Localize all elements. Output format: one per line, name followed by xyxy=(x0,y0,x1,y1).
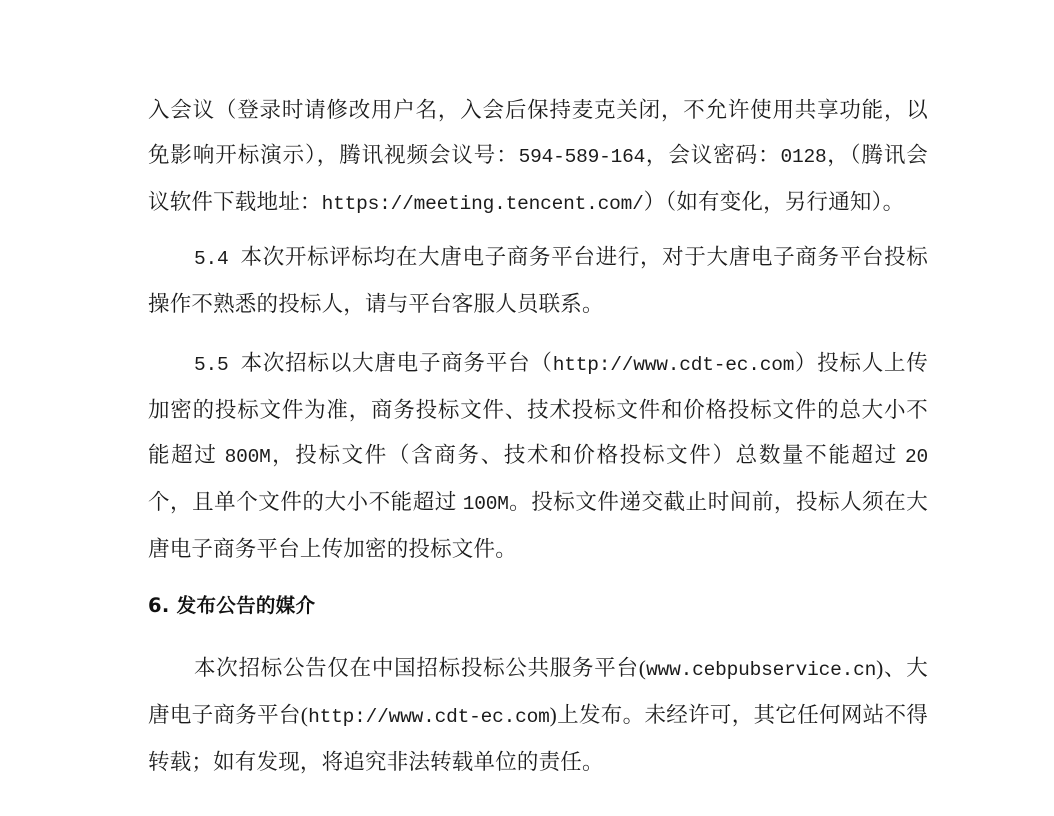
inline-text: ）投标人上传加密的投标文件为准，商务投标文件、技术投标文件和价格投标文件的总大小不能超过 xyxy=(148,351,928,467)
inline-text: ，（腾讯会议软件下载地址： xyxy=(148,143,928,214)
inline-code-text: http://www.cdt-ec.com xyxy=(552,354,795,376)
paragraph-meeting-info xyxy=(148,88,928,227)
inline-text: )上发布。未经许可，其它任何网站不得转载；如有发现，将追究非法转载单位的责任。 xyxy=(148,703,929,774)
inline-text: 本次招标以大唐电子商务平台（ xyxy=(240,351,553,375)
paragraph-5-4 xyxy=(148,235,928,327)
paragraph-media-publication xyxy=(148,646,928,785)
section-heading-6: 6. 发布公告的媒介 xyxy=(148,594,316,617)
inline-text: ）（如有变化，另行通知）。 xyxy=(643,190,905,214)
inline-code-text: 594-589-164 xyxy=(518,146,646,168)
inline-code-text: www.cebpubservice.cn xyxy=(646,659,877,681)
inline-code-text: 100M xyxy=(462,493,509,515)
inline-text: 。投标文件递交截止时间前，投标人须在大唐电子商务平台上传加密的投标文件。 xyxy=(148,490,928,561)
inline-code-text: 5.5 xyxy=(194,354,241,376)
inline-code-text: 0128 xyxy=(780,146,827,168)
spacer xyxy=(148,572,928,586)
spacer xyxy=(148,626,928,646)
inline-code-text: https://meeting.tencent.com/ xyxy=(321,193,644,215)
paragraph-5-5 xyxy=(148,341,928,572)
spacer xyxy=(148,327,928,341)
inline-text: 本次开标评标均在大唐电子商务平台进行，对于大唐电子商务平台投标操作不熟悉的投标人，请与平台客服人员联系。 xyxy=(148,245,928,316)
document-body xyxy=(148,88,928,785)
inline-text: )、大唐电子商务平台( xyxy=(148,656,928,727)
inline-text: 本次招标公告仅在中国招标投标公共服务平台( xyxy=(194,656,647,680)
inline-text: ，投标文件（含商务、技术和价格投标文件）总数量不能超过 xyxy=(270,443,905,467)
spacer xyxy=(148,227,928,235)
inline-text: ，会议密码： xyxy=(645,143,781,167)
inline-code-text: 20 xyxy=(904,446,928,468)
inline-code-text: http://www.cdt-ec.com xyxy=(308,706,550,728)
inline-text: 入会议（登录时请修改用户名，入会后保持麦克关闭，不允许使用共享功能，以免影响开标演示），腾讯视频会议号： xyxy=(148,98,928,167)
inline-code-text: 5.4 xyxy=(194,248,241,270)
inline-text: 个，且单个文件的大小不能超过 xyxy=(148,490,463,514)
inline-code-text: 800M xyxy=(224,446,271,468)
